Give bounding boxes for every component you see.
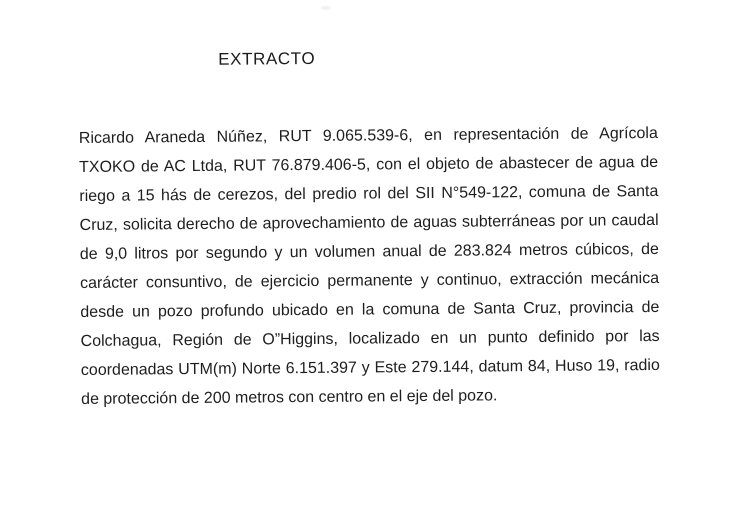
paragraph-line: Colchagua, Región de O”Higgins, localizado en un punto definido por las bbox=[80, 327, 660, 350]
scan-artifact bbox=[321, 6, 331, 10]
paragraph-line: coordenadas UTM(m) Norte 6.151.397 y Este 279.144, datum 84, Huso 19, radio bbox=[80, 356, 660, 379]
extract-paragraph bbox=[79, 119, 661, 414]
paragraph-line: desde un pozo profundo ubicado en la comuna de Santa Cruz, provincia de bbox=[80, 298, 660, 321]
paragraph-line: carácter consuntivo, de ejercicio permanente y continuo, extracción mecánica bbox=[80, 269, 660, 292]
paragraph-line: Ricardo Araneda Núñez, RUT 9.065.539-6, en representación de Agrícola bbox=[78, 124, 658, 148]
paragraph-line: de 9,0 litros por segundo y un volumen anual de 283.824 metros cúbicos, de bbox=[79, 240, 659, 264]
paragraph-line: Cruz, solicita derecho de aprovechamiento de aguas subterráneas por un caudal bbox=[79, 211, 659, 235]
paragraph-line: TXOKO de AC Ltda, RUT 76.879.406-5, con el objeto de abastecer de agua de bbox=[79, 153, 659, 177]
document-title: EXTRACTO bbox=[218, 48, 316, 69]
paragraph-line: de protección de 200 metros con centro en el eje del pozo. bbox=[81, 387, 498, 408]
paragraph-line: riego a 15 hás de cerezos, del predio rol del SII N°549-122, comuna de Santa bbox=[79, 182, 659, 206]
